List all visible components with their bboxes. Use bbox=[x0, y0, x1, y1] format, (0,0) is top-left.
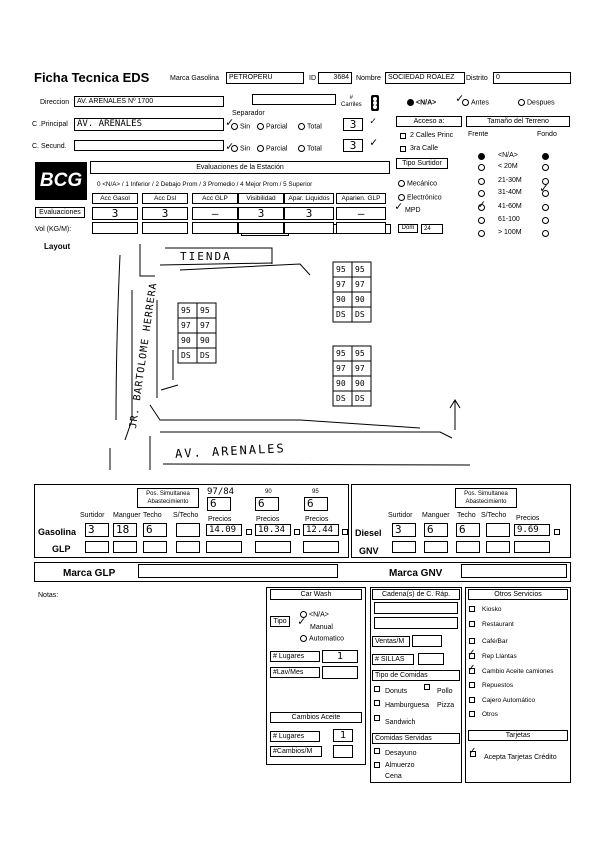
cw-lugares-label: # Lugares bbox=[273, 653, 305, 660]
dom-field[interactable]: 24 bbox=[421, 224, 443, 234]
frente-check-mark: ✓ bbox=[478, 197, 486, 211]
tarjetas-header bbox=[468, 730, 568, 741]
gas-price-1-checkbox[interactable] bbox=[246, 529, 252, 535]
sillas-label: # SILLAS bbox=[375, 656, 405, 663]
frente-label: Frente bbox=[468, 131, 489, 138]
pump-label: 95 bbox=[355, 265, 365, 274]
ventas-label: Ventas/M bbox=[375, 638, 405, 645]
dsl-precios: Precios bbox=[516, 515, 540, 522]
otros-checkbox-2[interactable] bbox=[469, 638, 475, 644]
cw-lugares-field[interactable]: 1 bbox=[322, 650, 358, 663]
page-title: Ficha Tecnica EDS bbox=[34, 70, 150, 85]
carriles-field-2[interactable]: 3 bbox=[343, 139, 363, 152]
cw-lavmes-header bbox=[270, 667, 320, 678]
marca-label: Marca Gasolina bbox=[170, 75, 220, 82]
cena-label: Cena bbox=[385, 773, 402, 780]
pump-label: 95 bbox=[336, 265, 346, 274]
gas-pos-num-3[interactable]: 6 bbox=[304, 497, 328, 511]
otros-item-2: Café/Bar bbox=[482, 638, 508, 645]
fondo-label: Fondo bbox=[537, 131, 557, 138]
dsl-col-surtidor: Surtidor bbox=[388, 512, 413, 519]
pump-label: 90 bbox=[336, 295, 346, 304]
dsl-surtidor-field[interactable]: 3 bbox=[392, 523, 416, 537]
gas-precios-2: Precios bbox=[256, 516, 280, 523]
gnv-label: GNV bbox=[359, 546, 379, 556]
terreno-option-1: < 20M bbox=[498, 163, 518, 170]
layout-label: Layout bbox=[44, 242, 71, 251]
cadena-header bbox=[372, 589, 460, 600]
cambios-header bbox=[270, 712, 362, 723]
antes-label: Antes bbox=[471, 99, 489, 107]
eval-value-0[interactable]: 3 bbox=[92, 207, 138, 220]
acceso-2calles-label: 2 Calles Princ bbox=[410, 132, 454, 139]
gas-col-stecho: S/Techo bbox=[173, 512, 199, 519]
carriles-field-1[interactable]: 3 bbox=[343, 118, 363, 131]
gnv-field-1[interactable] bbox=[424, 541, 448, 553]
electronico-label: Electrónico bbox=[407, 194, 442, 202]
parcial-label-1: Parcial bbox=[266, 123, 288, 131]
terreno-option-0: <N/A> bbox=[498, 152, 518, 159]
carwash-title: Car Wash bbox=[300, 591, 332, 598]
dsl-pos-header bbox=[455, 488, 517, 508]
dsl-col-stecho: S/Techo bbox=[481, 512, 507, 519]
direccion-field[interactable]: AV. ARENALES Nº 1700 bbox=[74, 96, 224, 107]
gas-precios-1: Precios bbox=[208, 516, 232, 523]
total-label-2: Total bbox=[307, 145, 322, 153]
principal-label: C .Principal bbox=[32, 121, 68, 128]
ventas-field[interactable] bbox=[412, 635, 442, 647]
gas-pos-2: 90 bbox=[265, 489, 272, 495]
tarjetas-label: Acepta Tarjetas Crédito bbox=[484, 754, 557, 761]
distrito-field[interactable]: 0 bbox=[493, 72, 571, 84]
eval-row-label: Evaluaciones bbox=[39, 209, 81, 216]
otros-item-5: Repuestos bbox=[482, 682, 514, 689]
cw-lavmes-field[interactable] bbox=[322, 666, 358, 679]
vol-field-4[interactable] bbox=[284, 222, 334, 234]
eval-col-4: Apar. Liquidos bbox=[284, 193, 334, 204]
gas-price-3[interactable]: 12.44 bbox=[303, 524, 339, 536]
glp-field-0[interactable] bbox=[85, 541, 109, 553]
mpd-check-mark: ✓ bbox=[395, 199, 403, 213]
carriles-check-2: ✓ bbox=[370, 135, 378, 149]
otros-checkbox-1[interactable] bbox=[469, 621, 475, 627]
parcial-label-2: Parcial bbox=[266, 145, 288, 153]
cw-lavmes-label: #Lav/Mes bbox=[273, 669, 304, 676]
gas-techo-field[interactable]: 6 bbox=[143, 523, 167, 537]
antes-check-mark: ✓ bbox=[456, 91, 464, 105]
dsl-col-manguer: Manguer bbox=[422, 512, 450, 519]
eval-col-0: Acc Gasol bbox=[92, 193, 138, 204]
gnv-price[interactable] bbox=[514, 541, 550, 553]
vol-field-2[interactable] bbox=[192, 222, 238, 234]
terreno-option-5: 61-100 bbox=[498, 216, 520, 223]
eval-value-1[interactable]: 3 bbox=[142, 207, 188, 220]
cambios-lugares-field[interactable]: 1 bbox=[333, 729, 353, 742]
cambios-lugares-label: # Lugares bbox=[273, 733, 305, 740]
gas-manguer-field[interactable]: 18 bbox=[113, 523, 137, 537]
tarjetas-check-mark: ✓ bbox=[469, 744, 476, 757]
separador-label: Separador bbox=[232, 110, 265, 117]
despues-label: Despues bbox=[527, 99, 555, 107]
acceso-label: Acceso a: bbox=[413, 118, 445, 125]
frente-radio-6[interactable] bbox=[478, 230, 485, 237]
eval-scale: 0 <N/A> / 1 Inferior / 2 Debajo Prom / 3 Promedio / 4 Mejor Prom / 5 Superior bbox=[97, 181, 313, 188]
sillas-field[interactable] bbox=[418, 653, 444, 665]
otros-checkbox-5[interactable] bbox=[469, 682, 475, 688]
eval-col-1: Acc Dsl bbox=[142, 193, 188, 204]
pump-label: DS bbox=[336, 310, 346, 319]
otros-checkbox-6[interactable] bbox=[469, 697, 475, 703]
carwash-header bbox=[270, 589, 362, 600]
fondo-radio-6[interactable] bbox=[542, 230, 549, 237]
tarjetas-title: Tarjetas bbox=[505, 732, 531, 739]
eval-col-5: Aparien. GLP bbox=[336, 193, 386, 204]
cw-manual-label: Manual bbox=[310, 624, 333, 631]
cw-lugares-header bbox=[270, 651, 320, 662]
bcg-logo: BCG bbox=[35, 162, 87, 200]
nombre-label: Nombre bbox=[356, 75, 381, 82]
pump-label: 97 bbox=[181, 321, 191, 330]
terreno-option-3: 31-40M bbox=[498, 189, 522, 196]
glp-price-1[interactable] bbox=[255, 541, 291, 553]
sin-label-2: Sin bbox=[240, 145, 251, 153]
hamburguesa-label: Hamburguesa bbox=[385, 702, 429, 709]
pump-label: 90 bbox=[200, 336, 210, 345]
tipo-header bbox=[270, 616, 290, 627]
dsl-manguer-field[interactable]: 6 bbox=[424, 523, 448, 537]
gnv-field-3[interactable] bbox=[486, 541, 510, 553]
carriles-check-1: ✓ bbox=[370, 116, 377, 127]
pump-label: DS bbox=[336, 394, 346, 403]
cw-na-label: <N/A> bbox=[309, 611, 329, 619]
mpd-label: MPD bbox=[405, 207, 421, 214]
fondo-radio-0[interactable] bbox=[542, 153, 549, 160]
servidas-title: Comidas Servidas bbox=[375, 735, 432, 742]
frente-radio-4[interactable] bbox=[478, 204, 485, 211]
terreno-option-2: 21-30M bbox=[498, 177, 522, 184]
pump-label: 95 bbox=[336, 349, 346, 358]
pump-label: DS bbox=[355, 310, 365, 319]
mecanico-label: Mecánico bbox=[407, 180, 437, 188]
dsl-pos-label: Pos. Simultanea Abastecimiento bbox=[464, 491, 508, 505]
principal-field[interactable]: AV. ARENALES bbox=[74, 118, 224, 131]
otros-checkbox-0[interactable] bbox=[469, 606, 475, 612]
pump-label: DS bbox=[200, 351, 210, 360]
gas-price-1[interactable]: 14.09 bbox=[206, 524, 242, 536]
id-field[interactable]: 3684 bbox=[318, 72, 352, 84]
glp-field-1[interactable] bbox=[113, 541, 137, 553]
tipo-comidas-header bbox=[372, 670, 460, 681]
jr-label: JR. BARTOLOME HERRERA bbox=[128, 281, 160, 430]
desayuno-checkbox[interactable] bbox=[374, 748, 380, 754]
pump-label: 90 bbox=[181, 336, 191, 345]
fondo-radio-5[interactable] bbox=[542, 217, 549, 224]
cw-auto-radio[interactable] bbox=[300, 635, 344, 642]
pizza-label: Pizza bbox=[437, 702, 455, 709]
cambios-mes-field[interactable] bbox=[333, 745, 353, 758]
fondo-radio-2[interactable] bbox=[542, 178, 549, 185]
gas-col-techo: Techo bbox=[143, 512, 162, 519]
marca-gnv-field[interactable] bbox=[461, 564, 567, 578]
otros-item-3: Rep Llantas bbox=[482, 653, 517, 660]
total-label-1: Total bbox=[307, 123, 322, 131]
surtidor-label: Tipo Surtidor bbox=[402, 160, 442, 167]
frente-radio-1[interactable] bbox=[478, 164, 485, 171]
gas-col-manguer: Manguer bbox=[113, 512, 141, 519]
gas-pos-num-2[interactable]: 6 bbox=[255, 497, 279, 511]
gas-pos-header bbox=[137, 488, 199, 508]
vol-field-5[interactable] bbox=[336, 222, 386, 234]
sin-check-mark-1: ✓ bbox=[226, 115, 234, 129]
otros-header bbox=[468, 589, 568, 600]
gas-precios-3: Precios bbox=[305, 516, 329, 523]
pump-label: 90 bbox=[355, 379, 365, 388]
notas-label: Notas: bbox=[38, 592, 59, 599]
tipo-label: Tipo bbox=[273, 618, 287, 625]
pollo-checkbox[interactable] bbox=[424, 684, 430, 690]
pump-label: 90 bbox=[336, 379, 346, 388]
frente-radio-3[interactable] bbox=[478, 190, 485, 197]
cw-manual-check-mark: ✓ bbox=[298, 614, 306, 628]
gasolina-label: Gasolina bbox=[38, 527, 77, 537]
ventas-header bbox=[372, 636, 410, 647]
eval-value-4[interactable]: 3 bbox=[284, 207, 334, 220]
gas-pos-1: 97/84 bbox=[207, 487, 235, 497]
hamburguesa-checkbox[interactable] bbox=[374, 700, 380, 706]
cambios-title: Cambios Aceite bbox=[291, 714, 341, 721]
vol-field-3[interactable] bbox=[238, 222, 284, 234]
gas-surtidor-field[interactable]: 3 bbox=[85, 523, 109, 537]
pump-label: 95 bbox=[181, 306, 191, 315]
terreno-option-6: > 100M bbox=[498, 229, 522, 236]
cw-manual-radio[interactable] bbox=[310, 624, 333, 631]
eval-value-3[interactable]: 3 bbox=[238, 207, 284, 220]
distrito-label: Distrito bbox=[466, 75, 488, 82]
vol-label: Vol (KG/M): bbox=[35, 226, 72, 233]
pump-label: 97 bbox=[355, 280, 365, 289]
gnv-field-2[interactable] bbox=[456, 541, 480, 553]
pump-label: 97 bbox=[336, 280, 346, 289]
almuerzo-checkbox[interactable] bbox=[374, 762, 380, 768]
cadena-field-2[interactable] bbox=[374, 617, 458, 629]
otros-item-0: Kiosko bbox=[482, 606, 502, 613]
sandwich-label: Sandwich bbox=[385, 719, 416, 726]
pump-label: DS bbox=[355, 394, 365, 403]
eval-value-5[interactable]: — bbox=[336, 207, 386, 220]
gas-price-2[interactable]: 10.34 bbox=[255, 524, 291, 536]
glp-label: GLP bbox=[52, 544, 71, 554]
cambios-mes-header bbox=[270, 746, 322, 757]
donuts-label: Donuts bbox=[385, 688, 408, 695]
sandwich-checkbox[interactable] bbox=[374, 715, 380, 721]
glp-field-3[interactable] bbox=[176, 541, 200, 553]
terreno-option-4: 41-60M bbox=[498, 203, 522, 210]
desayuno-label: Desayuno bbox=[385, 750, 417, 757]
cambios-lugares-header bbox=[270, 731, 320, 742]
sin-label-1: Sin bbox=[240, 123, 251, 131]
eval-title: Evaluaciones de la Estación bbox=[196, 164, 284, 171]
tipo-comidas-label: Tipo de Comidas bbox=[375, 672, 428, 679]
dsl-price[interactable]: 9.69 bbox=[514, 524, 550, 536]
dsl-price-checkbox[interactable] bbox=[554, 529, 560, 535]
carriles-label: # Carriles bbox=[341, 95, 362, 108]
cambios-mes-label: #Cambios/M bbox=[273, 748, 313, 755]
tienda-label: TIENDA bbox=[180, 250, 232, 263]
dsl-col-techo: Techo bbox=[457, 512, 476, 519]
gas-price-2-checkbox[interactable] bbox=[294, 529, 300, 535]
eval-col-2: Acc GLP bbox=[192, 193, 238, 204]
fondo-radio-4[interactable] bbox=[542, 204, 549, 211]
sin-check-mark-2: ✓ bbox=[226, 139, 234, 153]
secund-label: C. Secund. bbox=[32, 143, 67, 150]
frente-radio-2[interactable] bbox=[478, 178, 485, 185]
marca-glp-field[interactable] bbox=[138, 564, 338, 578]
donuts-checkbox[interactable] bbox=[374, 686, 380, 692]
pump-label: 90 bbox=[355, 295, 365, 304]
dsl-techo-field[interactable]: 6 bbox=[456, 523, 480, 537]
eval-value-2[interactable]: — bbox=[192, 207, 238, 220]
gnv-field-0[interactable] bbox=[392, 541, 416, 553]
id-label: ID bbox=[309, 75, 316, 82]
nombre-field[interactable]: SOCIEDAD ROALEZ bbox=[385, 72, 465, 84]
gas-pos-3: 95 bbox=[312, 489, 319, 495]
marca-glp-label: Marca GLP bbox=[63, 568, 116, 579]
otros-checkbox-7[interactable] bbox=[469, 711, 475, 717]
pump-label: DS bbox=[181, 351, 191, 360]
glp-price-0[interactable] bbox=[206, 541, 242, 553]
frente-radio-5[interactable] bbox=[478, 217, 485, 224]
pollo-label: Pollo bbox=[437, 688, 453, 695]
gas-price-3-checkbox[interactable] bbox=[342, 529, 348, 535]
otros-check-mark-3: ✓ bbox=[468, 646, 475, 659]
otros-check-mark-4: ✓ bbox=[468, 661, 475, 674]
fondo-radio-1[interactable] bbox=[542, 164, 549, 171]
pump-label: 95 bbox=[200, 306, 210, 315]
marca-gnv-label: Marca GNV bbox=[389, 568, 443, 579]
gas-col-surtidor: Surtidor bbox=[80, 512, 105, 519]
diesel-label: Diesel bbox=[355, 528, 382, 538]
frente-radio-0[interactable] bbox=[478, 153, 485, 160]
glp-field-2[interactable] bbox=[143, 541, 167, 553]
pump-label: 97 bbox=[336, 364, 346, 373]
cadena-field-1[interactable] bbox=[374, 602, 458, 614]
pump-label: 97 bbox=[200, 321, 210, 330]
fondo-radio-3[interactable] bbox=[542, 190, 549, 197]
vol-field-1[interactable] bbox=[142, 222, 188, 234]
otros-title: Otros Servicios bbox=[494, 591, 542, 598]
cw-auto-label: Automatico bbox=[309, 635, 345, 643]
dom-label: Dom bbox=[401, 225, 415, 231]
marca-field[interactable]: PETROPERU bbox=[226, 72, 304, 84]
otros-item-1: Restaurant bbox=[482, 621, 514, 628]
pump-label: 97 bbox=[355, 364, 365, 373]
pump-label: 95 bbox=[355, 349, 365, 358]
glp-price-2[interactable] bbox=[303, 541, 339, 553]
otros-item-4: Cambio Aceite camiones bbox=[482, 668, 554, 675]
eval-col-3: Visibilidad bbox=[238, 193, 284, 204]
servidas-header bbox=[372, 733, 460, 744]
gas-pos-num-1[interactable]: 6 bbox=[207, 497, 231, 511]
otros-item-7: Otros bbox=[482, 711, 498, 718]
gas-pos-label: Pos. Simultanea Abastecimiento bbox=[146, 491, 190, 505]
terreno-title: Tamaño del Terreno bbox=[487, 118, 549, 125]
dsl-stecho-field[interactable] bbox=[486, 523, 510, 537]
otros-item-6: Cajero Automático bbox=[482, 697, 536, 704]
sillas-header bbox=[372, 654, 414, 665]
acceso-3ra-label: 3ra Calle bbox=[410, 145, 439, 152]
antes-na-label: <N/A> bbox=[416, 99, 437, 107]
fondo-check-mark: ✓ bbox=[540, 181, 548, 196]
av-arenales-label: AV. ARENALES bbox=[174, 441, 286, 461]
vol-field-0[interactable] bbox=[92, 222, 138, 234]
almuerzo-label: Almuerzo bbox=[385, 762, 415, 769]
cadena-title: Cadena(s) de C. Ráp. bbox=[381, 591, 451, 598]
direccion-label: Direccion bbox=[40, 99, 70, 106]
gas-stecho-field[interactable] bbox=[176, 523, 200, 537]
